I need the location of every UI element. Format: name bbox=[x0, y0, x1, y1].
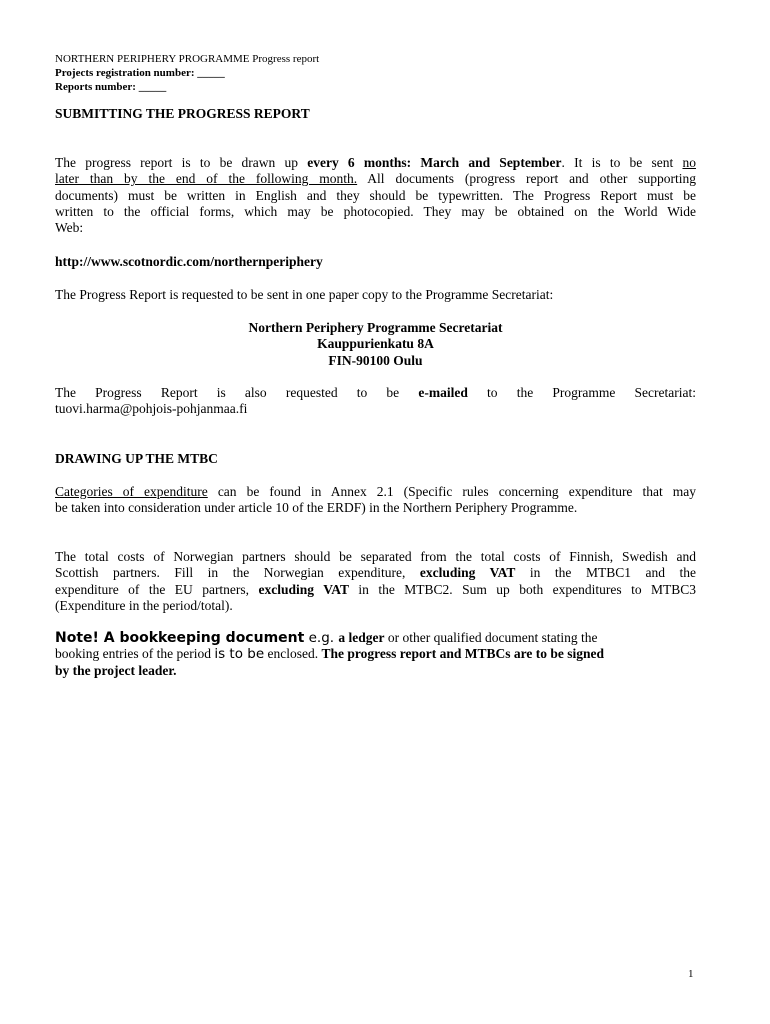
text-run: to the Programme Secretariat: bbox=[467, 385, 696, 400]
text-run-bold: e-mailed bbox=[418, 385, 468, 400]
text-run-bold: every 6 months: March and September bbox=[307, 155, 562, 170]
text-run: in the MTBC2. Sum up both expenditures to MTBC3 bbox=[348, 581, 697, 597]
text-run: in the MTBC1 and the bbox=[515, 565, 696, 581]
paragraph-line bbox=[55, 484, 696, 500]
address-line-street: Kauppurienkatu 8A bbox=[317, 336, 434, 352]
address-line-name: Northern Periphery Programme Secretariat bbox=[248, 320, 503, 335]
page-number: 1 bbox=[688, 968, 694, 980]
header-line-programme: NORTHERN PERIPHERY PROGRAMME Progress report bbox=[55, 53, 320, 65]
paragraph-email-request bbox=[55, 385, 696, 418]
text-run-sans: is to be bbox=[214, 646, 265, 663]
paragraph-total-costs bbox=[55, 549, 696, 614]
address-line-city: FIN-90100 Oulu bbox=[328, 352, 423, 368]
text-run-bold: The progress report and MTBCs are to be signed bbox=[321, 646, 605, 662]
text-run-bold-sans: Note! A bookkeeping document bbox=[55, 630, 305, 646]
paragraph-line: documents) must be written in English and they should be typewritten. The Progress Report must be bbox=[55, 187, 696, 203]
paragraph-line: be taken into consideration under article 10 of the ERDF) in the Northern Periphery Programme. bbox=[55, 500, 578, 516]
paragraph-line: written to the official forms, which may be photocopied. They may be obtained on the World Wide bbox=[55, 203, 696, 219]
text-run-bold: excluding VAT bbox=[419, 565, 516, 581]
paragraph-line: by the project leader. bbox=[55, 662, 177, 678]
text-run-underlined: Categories of expenditure bbox=[55, 484, 208, 499]
section-heading-mtbc: DRAWING UP THE MTBC bbox=[55, 451, 218, 466]
text-run: expenditure of the EU partners, bbox=[55, 581, 259, 597]
paragraph-line bbox=[55, 630, 696, 646]
paragraph-line bbox=[55, 646, 696, 662]
paragraph-line: The total costs of Norwegian partners should be separated from the total costs of Finnish, Swedish and bbox=[55, 549, 696, 564]
paragraph-progress-report-schedule bbox=[55, 155, 696, 236]
paragraph-note bbox=[55, 630, 696, 679]
text-run: All documents (progress report and other supporting bbox=[357, 171, 696, 187]
paragraph-line: (Expenditure in the period/total). bbox=[55, 597, 233, 613]
secretariat-address bbox=[55, 320, 696, 369]
paragraph-line bbox=[55, 171, 696, 187]
website-url[interactable]: http://www.scotnordic.com/northernperiphery bbox=[55, 254, 323, 269]
header-line-report-number: Reports number: _____ bbox=[55, 81, 167, 93]
text-run: or other qualified document stating the bbox=[384, 630, 598, 645]
text-run: Scottish partners. Fill in the Norwegian expenditure, bbox=[55, 565, 420, 581]
paragraph-line bbox=[55, 385, 696, 401]
paragraph-categories bbox=[55, 484, 696, 517]
paragraph-paper-copy: The Progress Report is requested to be sent in one paper copy to the Programme Secretariat: bbox=[55, 287, 554, 302]
text-run-sans: e.g. bbox=[304, 630, 339, 646]
text-run: booking entries of the period bbox=[55, 646, 215, 662]
paragraph-line bbox=[55, 582, 696, 598]
text-run: . It is to be sent bbox=[561, 155, 683, 170]
paragraph-line bbox=[55, 565, 696, 581]
paragraph-line bbox=[55, 155, 696, 171]
text-run-bold: a ledger bbox=[338, 630, 385, 645]
paragraph-line: Web: bbox=[55, 220, 84, 236]
section-heading-submitting: SUBMITTING THE PROGRESS REPORT bbox=[55, 106, 310, 121]
text-run: The progress report is to be drawn up bbox=[55, 155, 308, 170]
header-line-registration: Projects registration number: _____ bbox=[55, 67, 225, 79]
text-run: The Progress Report is also requested to be bbox=[55, 385, 419, 400]
text-run-bold: excluding VAT bbox=[258, 581, 349, 597]
text-run-underlined: no bbox=[682, 155, 696, 170]
email-address[interactable]: tuovi.harma@pohjois-pohjanmaa.fi bbox=[55, 401, 248, 417]
text-run: can be found in Annex 2.1 (Specific rules concerning expenditure that may bbox=[207, 484, 696, 499]
text-run-underlined: later than by the end of the following month. bbox=[55, 171, 358, 187]
text-run: enclosed. bbox=[264, 646, 322, 662]
